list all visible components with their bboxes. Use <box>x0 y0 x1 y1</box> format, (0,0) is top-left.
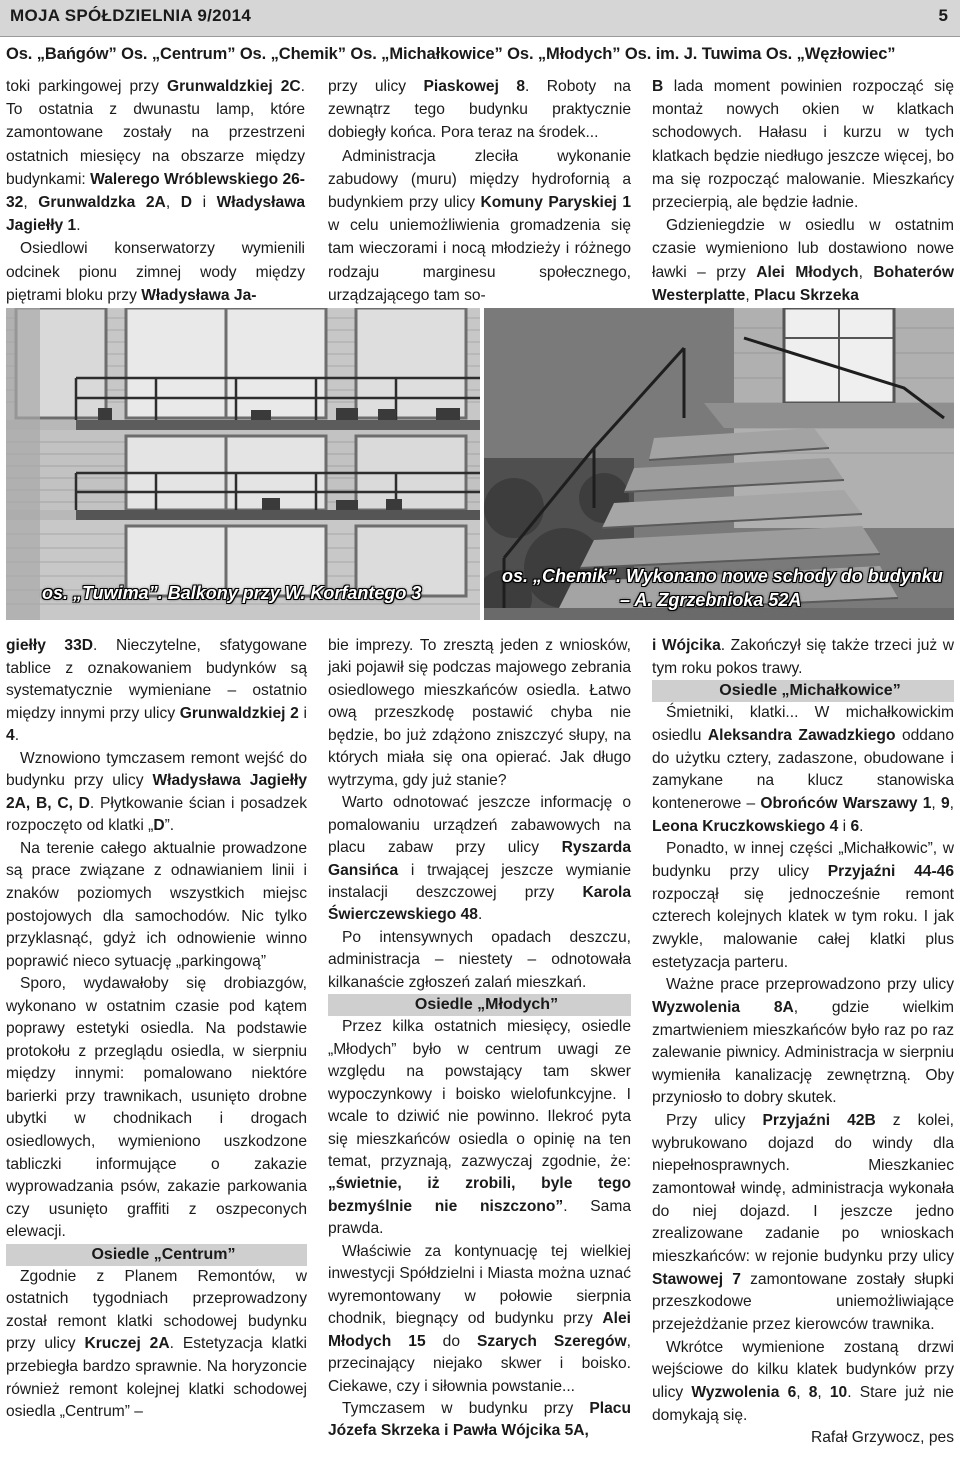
bold-text: Alei Młodych <box>756 263 859 281</box>
bold-text: B <box>652 78 664 95</box>
bold-text: Alei Młodych 15 <box>328 1310 631 1350</box>
top-column-2-text-para-1: Administracja zleciła wykonanie zabudowy (muru) między hydrofornią a budynkiem przy ulicy Komuny Paryskiej 1 w celu uniemożliwienia gromadzenia się tam wieczorami i nocą młodzieży i różnego rodzaju marginesu społecznego, urządzającego tam so- <box>328 147 631 304</box>
bold-text: 6 <box>850 817 860 835</box>
bold-text: Komuny Paryskiej 1 <box>480 194 631 212</box>
bold-text: Bohaterów Westerplatte <box>652 263 954 304</box>
bottom-column-3-text-para-5: Przy ulicy Przyjaźni 42B z kolei, wybrukowano dojazd do windy dla niepełnosprawnych. Mieszkaniec zamontował windę, administracja wykonała do niej dojazd. I jeszcze jedno zrealizowane zadanie po wnioskach mieszkańców: w rejonie budynku przy ulicy Stawowej 7 zamontowane zostały słupki przeszkodowe uniemożliwiające przejeżdżanie przez kierowców trawnika. <box>652 1112 954 1334</box>
bold-text: Ryszarda Gansińca <box>328 839 631 879</box>
page-number: 5 <box>938 6 948 25</box>
bold-text: Szarych Szeregów <box>477 1332 627 1350</box>
top-column-2 <box>328 75 631 307</box>
top-column-3 <box>652 75 954 307</box>
bottom-column-1-text-para-4: Osiedle „Centrum” <box>6 1244 307 1266</box>
top-column-2-text <box>328 75 631 307</box>
bold-text: Obrońców Warszawy 1 <box>760 794 932 812</box>
bottom-column-1-text-para-1: Wznowiono tymczasem remont wejść do budynku przy ulicy Władysława Jagiełły 2A, B, C, D. Płytkowanie ścian i posadzek rozpoczęto od klatki „D”. <box>6 749 307 835</box>
bold-text: Grunwaldzkiej 2C <box>166 78 301 95</box>
bold-text: Leona Kruczkowskiego 4 <box>652 817 839 835</box>
bold-text: D <box>180 194 192 212</box>
top-column-1-text-para-1: Osiedlowi konserwatorzy wymienili odcinek pionu zimnej wody między piętrami bloku przy Władysława Ja- <box>6 240 305 304</box>
bottom-column-3-text-para-1: Osiedle „Michałkowice” <box>652 680 954 702</box>
bottom-column-3-text-para-7: Rafał Grzywocz, pes <box>811 1429 954 1447</box>
top-column-3-text <box>652 75 954 307</box>
bottom-column-3-text-para-4: Ważne prace przeprowadzono przy ulicy Wyzwolenia 8A, gdzie wielkim zmartwieniem mieszkańców było raz po raz zalewanie piwnicy. Administracja w sierpniu wymieniła kanalizację zewnętrzną. Oby przyniosło to dobry skutek. <box>652 976 954 1107</box>
magazine-title: MOJA SPÓŁDZIELNIA 9/2014 <box>10 6 252 25</box>
bottom-column-1-text-para-0: giełły 33D. Nieczytelne, sfatygowane tablice z oznakowaniem budynków są systematycznie wymieniane – ostatnio między innymi przy ulicy Grunwaldzkiej 2 i 4. <box>6 637 307 745</box>
photo-caption-left: os. „Tuwima”. Balkony przy W. Korfantego 3 <box>42 583 422 603</box>
bold-text: Placu Skrzeka <box>753 286 859 304</box>
bottom-column-1-text-para-5: Zgodnie z Planem Remontów, w ostatnich tygodniach przeprowadzony został remont klatki schodowej budynku przy ulicy Kruczej 2A. Estetyzacja klatki przebiegła bardzo sprawnie. Na horyzoncie również remont kolejnej klatki schodowej osiedla „Centrum” – <box>6 1267 307 1421</box>
bold-text: Przyjaźni 42B <box>762 1112 876 1130</box>
top-column-1 <box>6 75 305 307</box>
bold-text: 10 <box>829 1384 848 1401</box>
page-header <box>0 0 960 37</box>
top-column-1-text <box>6 75 305 307</box>
bold-text: 8 <box>808 1384 818 1401</box>
bottom-column-3-text-para-6: Wkrótce wymienione zostaną drzwi wejściowe do kilku klatek budynków przy ulicy Wyzwolenia 6, 8, 10. Stare już nie domykają się. <box>652 1338 954 1424</box>
bottom-column-2-text-para-0: bie imprezy. To zresztą jeden z wniosków, jaki pojawił się podczas majowego zebrania osiedlowego mieszkańców osiedla. Łatwo ową przeszkodę postawić chyba nie będzie, bo już zdążono zniszczyć słupy, na których miała się ona opierać. Jak długo wytrzyma, gdy już stanie? <box>328 637 631 789</box>
photo-caption-right-line1: os. „Chemik”. Wykonano nowe schody do budynku <box>502 566 943 586</box>
bottom-column-1-text <box>6 635 307 1424</box>
bold-text: Walerego Wróblewskiego 26-32 <box>6 170 306 212</box>
bold-text: Władysława Jagiełły 2A, B, C, D <box>6 772 307 812</box>
top-column-2-text-para-0: przy ulicy Piaskowej 8. Roboty na zewnątrz tego budynku praktycznie dobiegły końca. Pora teraz na środek... <box>328 78 631 142</box>
bottom-column-3-text <box>652 635 954 1450</box>
bold-text: Karola Świerczewskiego 48 <box>328 883 631 924</box>
bottom-column-3-text-para-0: i Wójcika. Zakończył się także trzeci już w tym roku pokos trawy. <box>652 637 954 677</box>
bold-text: Piaskowej 8 <box>423 78 526 95</box>
bold-text: 4 <box>6 727 15 745</box>
balconies-image <box>6 308 480 620</box>
bottom-column-2-text-para-2: Po intensywnych opadach deszczu, administracja – niestety – odnotowała kilkanaście zgłoszeń zalań mieszkań. <box>328 928 631 991</box>
photo-balconies <box>6 308 480 620</box>
top-column-3-text-para-0: B lada moment powinien rozpocząć się montaż nowych okien w klatkach schodowych. Hałasu i kurzu w tych klatkach będzie niedługo jeszcze więcej, bo ma się rozpocząć malowanie. Mieszkańcy przecierpią, ale będzie ładnie. <box>652 78 954 212</box>
bottom-column-2-text <box>328 635 631 1443</box>
photo-caption-right-line2: – A. Zgrzebnioka 52A <box>620 590 802 610</box>
bottom-column-2-text-para-1: Warto odnotować jeszcze informację o pomalowaniu urządzeń zabawowych na placu zabaw przy ulicy Ryszarda Gansińca i trwającej jeszcze wymianie instalacji deszczowej przy Karola Świerczewskiego 48. <box>328 794 631 924</box>
bold-text: Władysława Ja- <box>141 286 257 304</box>
bottom-column-3 <box>652 635 954 1450</box>
bottom-column-2 <box>328 635 631 1443</box>
bold-text: Grunwaldzka 2A <box>38 194 166 212</box>
bottom-column-2-text-para-4: Przez kilka ostatnich miesięcy, osiedle „Młodych” było w centrum uwagi ze względu na powstający tam skwer wypoczynkowy i boisko wielofunkcyjne. I wcale to dziwić nie powinno. Ilekroć pyta się mieszkańców osiedla o opinię na ten temat, przyznają, zazwyczaj zgodnie, że: „świetnie, iż zrobili, byle tego bezmyślnie nie niszczono”. Sama prawda. <box>328 1018 631 1238</box>
estates-list: Os. „Bańgów” Os. „Centrum” Os. „Chemik” Os. „Michałkowice” Os. „Młodych” Os. im. J. Tuwima Os. „Węzłowiec” <box>6 45 896 63</box>
bold-text: i Wójcika <box>652 637 721 654</box>
bold-text: D <box>153 817 165 835</box>
bottom-column-3-text-para-2: Śmietniki, klatki... W michałkowickim osiedlu Aleksandra Zawadzkiego oddano do użytku cztery, zadaszone, obudowane i zamykane na klucz stanowiska kontenerowe – Obrońców Warszawy 1, 9, Leona Kruczkowskiego 4 i 6. <box>652 704 954 835</box>
bold-text: Wyzwolenia 8A <box>652 998 794 1016</box>
bold-text: giełły 33D <box>6 637 94 654</box>
top-column-3-text-para-1: Gdzieniegdzie w osiedlu w ostatnim czasie wymieniono lub dostawiono nowe ławki – przy Alei Młodych, Bohaterów Westerplatte, Placu Skrzeka <box>652 217 954 304</box>
bold-text: Stawowej 7 <box>652 1270 741 1288</box>
bold-text: Placu Józefa Skrzeka i Pawła Wójcika 5A, <box>328 1399 631 1440</box>
bold-text: Władysława Jagiełły 1 <box>6 194 305 235</box>
bottom-column-1-text-para-3: Sporo, wydawałoby się drobiazgów, wykonano w ostatnim czasie pod kątem poprawy estetyki osiedla. Na podstawie protokołu z przeglądu osiedla, w sierpniu między innymi: pomalowano niektóre barierki przy trawnikach, usunięto drobne ubytki w chodnikach i drogach osiedlowych, wymieniono uszkodzone tabliczki informujące o zakazie wyprowadzania psów, zakazie parkowania czy usunięto graffiti z oszpeconych elewacji. <box>6 975 307 1241</box>
bottom-column-1-text-para-2: Na terenie całego aktualnie prowadzone są prace związane z odnawianiem linii i znaków poziomych wszystkich miejsc postojowych dla samochodów. Nic tylko przyklasnąć, gdyż ich odnowienie winno poprawić nieco sytuację „parkingową” <box>6 839 307 970</box>
bold-text: Grunwaldzkiej 2 <box>179 704 299 722</box>
bold-text: Przyjaźni 44-46 <box>827 862 954 880</box>
bold-text: Aleksandra Zawadzkiego <box>707 726 896 744</box>
bottom-column-3-text-para-3: Ponadto, w innej części „Michałkowic”, w budynku przy ulicy Przyjaźni 44-46 rozpoczął się jednocześnie remont czterech kolejnych klatek w tym roku. I jak zwykle, malowanie całej klatki plus estetyzacja parteru. <box>652 840 954 971</box>
bottom-column-2-text-para-5: Właściwie za kontynuację tej wielkiej inwestycji Spółdzielni i Miasta można uznać wyremontowany w połowie sierpnia chodnik, biegnący od budynku przy Alei Młodych 15 do Szarych Szeregów, przecinający niejako skwer i boisko. Ciekawe, czy i siłownia powstanie... <box>328 1242 632 1395</box>
bold-text: „świetnie, iż zrobili, byle tego bezmyślnie nie niszczono” <box>328 1175 631 1215</box>
bold-text: 9 <box>940 794 950 812</box>
bottom-column-2-text-para-6: Tymczasem w budynku przy Placu Józefa Skrzeka i Pawła Wójcika 5A, <box>328 1399 631 1440</box>
bold-text: Kruczej 2A <box>84 1335 170 1353</box>
bold-text: Wyzwolenia 6 <box>691 1384 797 1401</box>
top-column-1-text-para-0: toki parkingowej przy Grunwaldzkiej 2C. To ostatnia z dwunastu lamp, które zamontowane zostały na przestrzeni ostatnich miesięcy na obszarze między budynkami: Walerego Wróblewskiego 26-32, Grunwaldzka 2A, D i Władysława Jagiełły 1. <box>6 78 306 235</box>
bottom-column-2-text-para-3: Osiedle „Młodych” <box>328 994 631 1016</box>
bottom-column-1 <box>6 635 307 1424</box>
